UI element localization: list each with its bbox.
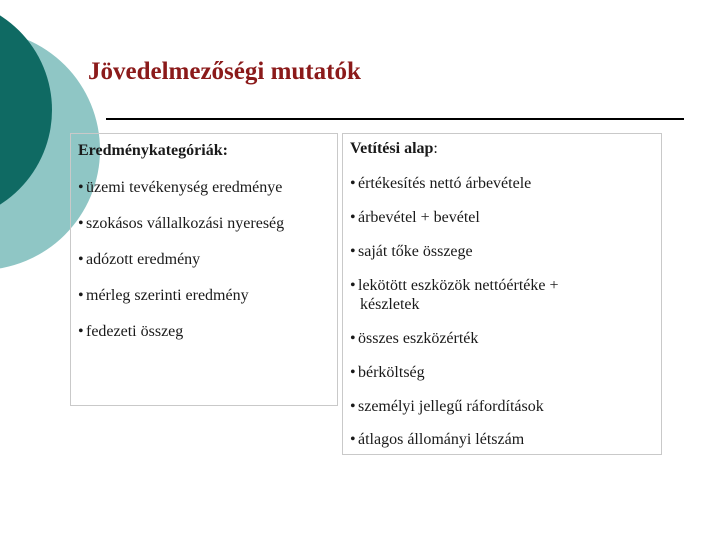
bullet-icon: • (350, 431, 356, 448)
bullet-icon: • (350, 175, 356, 192)
left-column-header: Eredménykategóriák: (78, 142, 228, 159)
right-column-header: Vetítési alap: (350, 140, 438, 157)
left-column-box (70, 133, 338, 406)
list-item: • üzemi tevékenység eredménye (78, 179, 283, 196)
bullet-icon: • (350, 209, 356, 226)
list-item: • bérköltség (350, 364, 425, 381)
bullet-icon: • (350, 243, 356, 260)
list-item: • adózott eredmény (78, 251, 201, 268)
bullet-icon: • (350, 277, 356, 294)
bullet-icon: • (78, 323, 84, 340)
list-item: • átlagos állományi létszám (350, 431, 525, 448)
bullet-icon: • (78, 215, 84, 232)
list-item: • összes eszközérték (350, 330, 479, 347)
list-item: • mérleg szerinti eredmény (78, 287, 249, 304)
bullet-icon: • (78, 179, 84, 196)
bullet-icon: • (78, 251, 84, 268)
list-item: • saját tőke összege (350, 243, 473, 260)
list-item: • fedezeti összeg (78, 323, 184, 340)
bullet-icon: • (78, 287, 84, 304)
list-item: • értékesítés nettó árbevétele (350, 175, 532, 192)
title-underline (106, 118, 684, 120)
list-item: • személyi jellegű ráfordítások (350, 398, 544, 415)
list-item: • árbevétel + bevétel (350, 209, 480, 226)
slide-title: Jövedelmezőségi mutatók (88, 58, 361, 85)
list-item: • szokásos vállalkozási nyereség (78, 215, 285, 232)
bullet-icon: • (350, 330, 356, 347)
bullet-icon: • (350, 364, 356, 381)
bullet-icon: • (350, 398, 356, 415)
list-item: • lekötött eszközök nettóértéke + készletek (350, 277, 559, 313)
